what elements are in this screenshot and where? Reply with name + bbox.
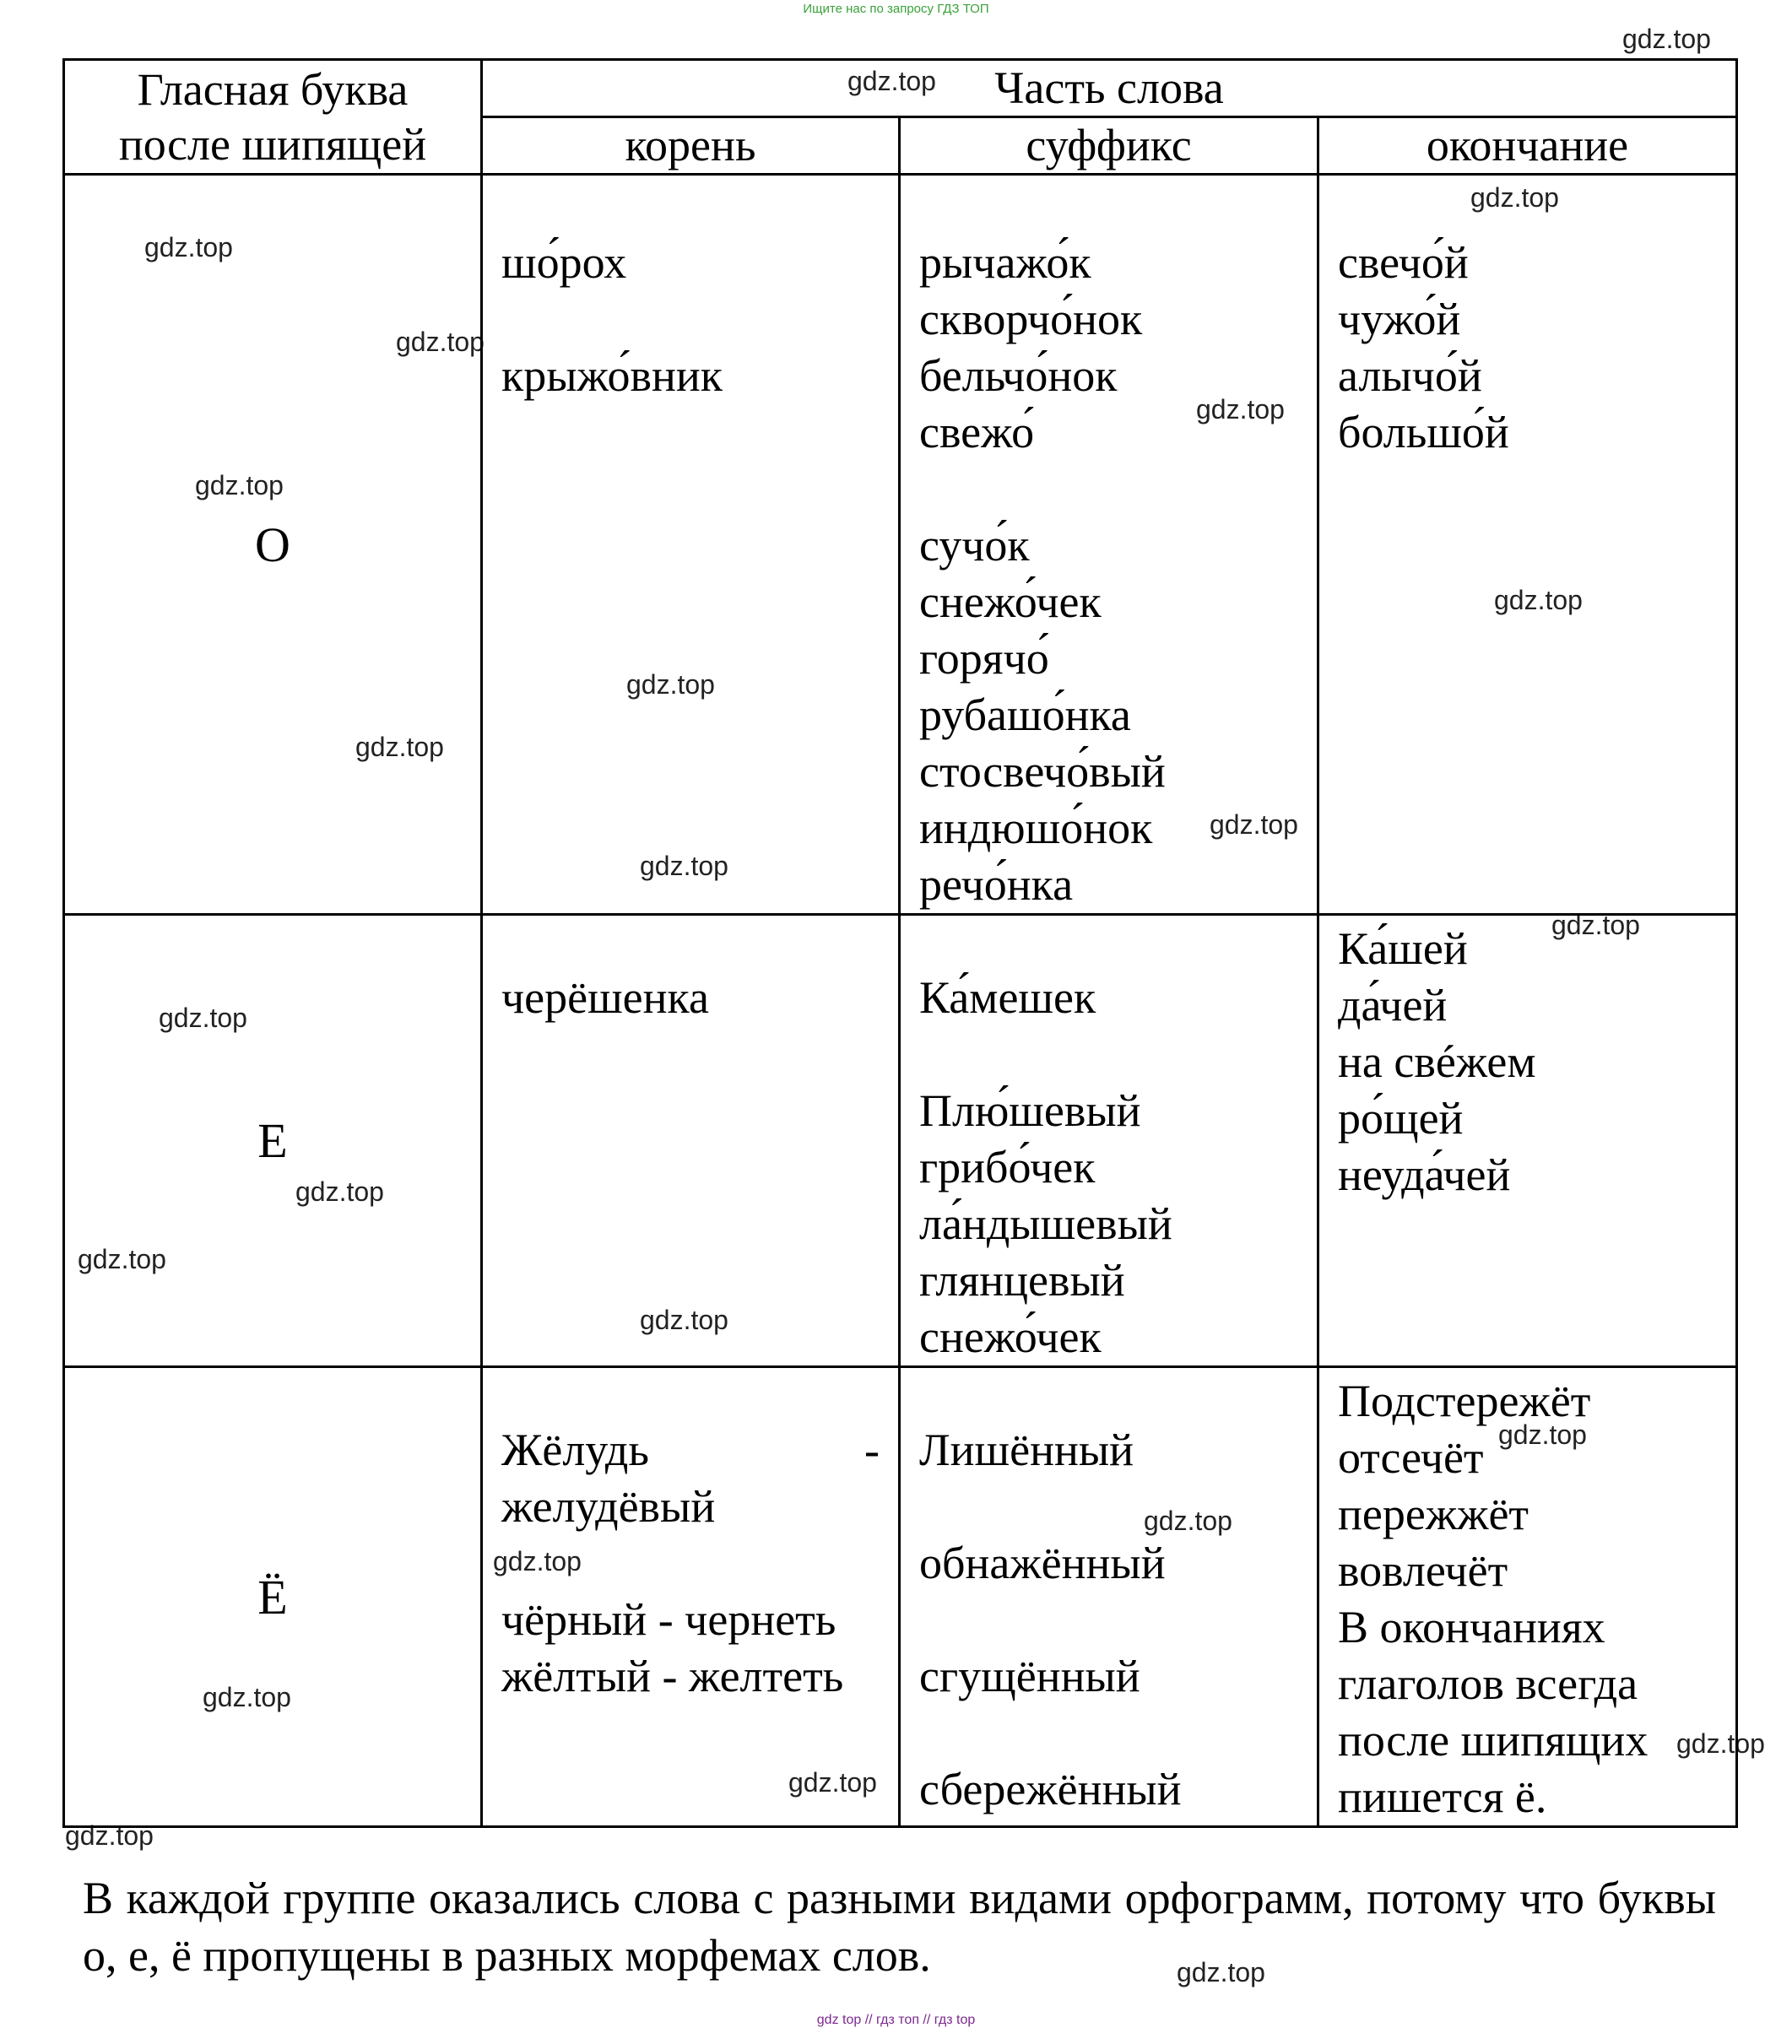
watermark: gdz.top	[626, 669, 715, 700]
row-yo	[64, 1367, 1737, 1827]
watermark: gdz.top	[1177, 1957, 1265, 1987]
header-vowel-line-1: Гласная буква	[137, 63, 409, 115]
word: сгущённый	[919, 1651, 1140, 1701]
watermark: gdz.top	[847, 66, 936, 96]
word-pair: чёрный - чернеть	[501, 1594, 836, 1645]
watermark: gdz.top	[1144, 1506, 1232, 1536]
rule-note: глаголов всегда	[1338, 1658, 1638, 1709]
root-cell-e	[482, 915, 900, 1367]
watermark: gdz.top	[203, 1682, 291, 1712]
header-vowel	[64, 60, 482, 175]
word-pair: жёлтый - желтеть	[501, 1651, 844, 1701]
top-note: Ищите нас по запросу ГДЗ ТОП	[803, 2, 989, 16]
watermark: gdz.top	[788, 1767, 877, 1798]
word: обнажённый	[919, 1538, 1166, 1588]
word: бельчо́нок	[919, 350, 1118, 401]
word: на свéжем	[1338, 1036, 1536, 1087]
word: Ка́мешек	[919, 972, 1096, 1023]
watermark: gdz.top	[1470, 182, 1559, 213]
word: стосвечо́вый	[919, 746, 1166, 797]
root-cell-o	[482, 175, 900, 915]
row-o	[64, 175, 1737, 915]
root-cell-yo	[482, 1367, 900, 1827]
word: грибо́чек	[919, 1142, 1096, 1192]
vowel-yo: Ё	[64, 1367, 482, 1827]
word: ла́ндышевый	[919, 1198, 1172, 1249]
word: речо́нка	[919, 859, 1074, 910]
word: неуда́чей	[1338, 1149, 1511, 1200]
suffix-cell-o	[900, 175, 1318, 915]
watermark: gdz.top	[144, 232, 233, 262]
watermark: gdz.top	[1196, 394, 1285, 424]
word: Плю́шевый	[919, 1085, 1141, 1136]
word: рычажо́к	[919, 237, 1091, 288]
header-part: Часть слова	[482, 60, 1737, 117]
vowel-o: О	[64, 175, 482, 915]
spelling-table	[62, 58, 1738, 1828]
suffix-cell-e	[900, 915, 1318, 1367]
watermark: gdz.top	[1676, 1728, 1765, 1759]
word: сучо́к	[919, 520, 1030, 570]
word: свечо́й	[1338, 237, 1469, 288]
watermark: gdz.top	[396, 327, 485, 357]
word: Жёлудь	[501, 1425, 649, 1475]
word: чужо́й	[1338, 294, 1461, 344]
rule-note: после шипящих	[1338, 1715, 1649, 1766]
watermark: gdz.top	[1498, 1419, 1587, 1450]
word: ро́щей	[1338, 1093, 1464, 1144]
word: сбережённый	[919, 1764, 1182, 1814]
word: пережжёт	[1338, 1489, 1529, 1539]
watermark: gdz.top	[1551, 910, 1640, 940]
header-vowel-line-2: после шипящей	[118, 118, 427, 170]
conclusion-text: В каждой группе оказались слова с разными видами орфограмм, потому что буквы о, е, ё пропущены в разных морфемах слов.	[83, 1873, 1716, 1981]
watermark: gdz.top	[493, 1546, 582, 1576]
ending-cell-yo	[1318, 1367, 1737, 1827]
word: черёшенка	[501, 972, 709, 1023]
ending-cell-o	[1318, 175, 1737, 915]
word: глянцевый	[919, 1255, 1125, 1306]
row-e	[64, 915, 1737, 1367]
header-ending: окончание	[1318, 117, 1737, 175]
word: скворчо́нок	[919, 294, 1143, 344]
watermark: gdz.top	[1622, 24, 1711, 54]
word: крыжо́вник	[501, 350, 723, 401]
word: снежо́чек	[919, 576, 1102, 627]
rule-note: В окончаниях	[1338, 1602, 1605, 1652]
word: желудёвый	[501, 1481, 716, 1532]
suffix-cell-yo	[900, 1367, 1318, 1827]
watermark: gdz.top	[640, 851, 728, 881]
word: Подстережёт	[1338, 1376, 1591, 1426]
vowel-e: Е	[64, 915, 482, 1367]
watermark: gdz.top	[355, 732, 444, 762]
watermark: gdz.top	[640, 1305, 728, 1335]
word: индюшо́нок	[919, 803, 1153, 853]
watermark: gdz.top	[159, 1003, 247, 1033]
word: горячо́	[919, 633, 1049, 684]
watermark: gdz.top	[65, 1820, 154, 1851]
word: вовлечёт	[1338, 1545, 1508, 1596]
word: снежо́чек	[919, 1311, 1102, 1362]
word: да́чей	[1338, 980, 1448, 1030]
word: свежо́	[919, 407, 1035, 457]
word: отсечёт	[1338, 1432, 1484, 1483]
word: Ка́шей	[1338, 923, 1468, 974]
watermark: gdz.top	[1210, 809, 1298, 840]
word: Лишённый	[919, 1425, 1134, 1475]
word: шо́рох	[501, 237, 627, 288]
ending-cell-e	[1318, 915, 1737, 1367]
watermark: gdz.top	[195, 470, 284, 500]
watermark: gdz.top	[78, 1244, 166, 1274]
word: алычо́й	[1338, 350, 1482, 401]
watermark: gdz.top	[1494, 585, 1583, 615]
header-root: корень	[482, 117, 900, 175]
word: большо́й	[1338, 407, 1509, 457]
dash: -	[864, 1425, 880, 1475]
watermark: gdz.top	[295, 1176, 384, 1207]
rule-note: пишется ё.	[1338, 1771, 1547, 1822]
header-suffix: суффикс	[900, 117, 1318, 175]
bottom-note: gdz top // гдз топ // гдз top	[816, 2013, 976, 2027]
word: рубашо́нка	[919, 689, 1131, 740]
